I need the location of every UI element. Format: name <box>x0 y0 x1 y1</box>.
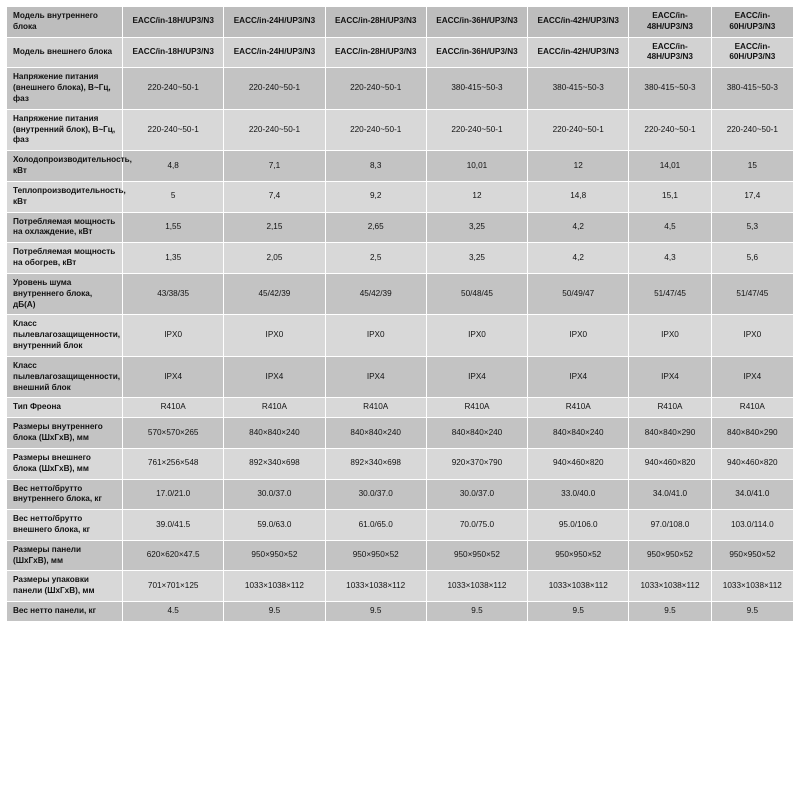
table-cell: 220-240~50-1 <box>224 68 325 109</box>
table-cell: 220-240~50-1 <box>123 109 224 150</box>
table-row <box>7 510 794 541</box>
table-row <box>7 356 794 397</box>
table-cell: 70.0/75.0 <box>426 510 527 541</box>
table-cell: 3,25 <box>426 243 527 274</box>
table-cell: 892×340×698 <box>325 448 426 479</box>
table-header-cell: EACC/in-48H/UP3/N3 <box>629 7 711 38</box>
table-cell: 920×370×790 <box>426 448 527 479</box>
row-label: Тип Фреона <box>7 398 123 418</box>
table-cell: IPX4 <box>123 356 224 397</box>
table-cell: 220-240~50-1 <box>123 68 224 109</box>
table-cell: 95.0/106.0 <box>528 510 629 541</box>
table-cell: 51/47/45 <box>711 273 793 314</box>
table-cell: 34.0/41.0 <box>711 479 793 510</box>
table-cell: IPX4 <box>528 356 629 397</box>
table-cell: 7,4 <box>224 181 325 212</box>
table-header-row <box>7 7 794 38</box>
table-cell: 34.0/41.0 <box>629 479 711 510</box>
table-cell: R410A <box>224 398 325 418</box>
table-cell: IPX4 <box>629 356 711 397</box>
table-cell: 4,8 <box>123 151 224 182</box>
table-row <box>7 448 794 479</box>
table-cell: 220-240~50-1 <box>426 109 527 150</box>
table-header-label: Модель внутреннего блока <box>7 7 123 38</box>
table-cell: 10,01 <box>426 151 527 182</box>
table-cell: 892×340×698 <box>224 448 325 479</box>
table-cell: 940×460×820 <box>528 448 629 479</box>
table-cell: 39.0/41.5 <box>123 510 224 541</box>
table-row <box>7 243 794 274</box>
table-cell: 950×950×52 <box>224 540 325 571</box>
table-cell: 761×256×548 <box>123 448 224 479</box>
table-cell: 950×950×52 <box>711 540 793 571</box>
table-cell: 12 <box>528 151 629 182</box>
table-row <box>7 571 794 602</box>
table-cell: IPX0 <box>711 315 793 356</box>
row-label: Вес нетто/брутто внешнего блока, кг <box>7 510 123 541</box>
table-header-cell: EACC/in-28H/UP3/N3 <box>325 37 426 68</box>
table-cell: 940×460×820 <box>711 448 793 479</box>
table-cell: 1033×1038×112 <box>528 571 629 602</box>
table-cell: 950×950×52 <box>528 540 629 571</box>
table-cell: 9.5 <box>711 602 793 622</box>
table-cell: 220-240~50-1 <box>711 109 793 150</box>
table-cell: R410A <box>426 398 527 418</box>
table-cell: 701×701×125 <box>123 571 224 602</box>
table-header-label: Модель внешнего блока <box>7 37 123 68</box>
table-cell: 220-240~50-1 <box>325 109 426 150</box>
table-cell: 45/42/39 <box>224 273 325 314</box>
table-cell: R410A <box>325 398 426 418</box>
table-cell: 1033×1038×112 <box>629 571 711 602</box>
table-cell: 4,2 <box>528 243 629 274</box>
table-cell: 2,05 <box>224 243 325 274</box>
table-cell: 950×950×52 <box>325 540 426 571</box>
table-cell: 43/38/35 <box>123 273 224 314</box>
table-cell: 380-415~50-3 <box>528 68 629 109</box>
table-cell: 5 <box>123 181 224 212</box>
table-header-cell: EACC/in-36H/UP3/N3 <box>426 7 527 38</box>
table-cell: 620×620×47.5 <box>123 540 224 571</box>
table-cell: 1033×1038×112 <box>224 571 325 602</box>
row-label: Размеры внешнего блока (ШхГхВ), мм <box>7 448 123 479</box>
specification-table <box>6 6 794 622</box>
table-cell: 15 <box>711 151 793 182</box>
table-cell: IPX0 <box>426 315 527 356</box>
table-cell: 50/49/47 <box>528 273 629 314</box>
table-cell: 59.0/63.0 <box>224 510 325 541</box>
table-cell: 1033×1038×112 <box>711 571 793 602</box>
table-cell: 4,2 <box>528 212 629 243</box>
table-cell: IPX0 <box>123 315 224 356</box>
table-cell: 9.5 <box>224 602 325 622</box>
table-cell: 950×950×52 <box>426 540 527 571</box>
table-row <box>7 540 794 571</box>
row-label: Класс пылевлагозащищенности, внешний блок <box>7 356 123 397</box>
table-cell: 3,25 <box>426 212 527 243</box>
table-cell: 940×460×820 <box>629 448 711 479</box>
table-cell: 14,8 <box>528 181 629 212</box>
table-header-cell: EACC/in-60H/UP3/N3 <box>711 37 793 68</box>
table-cell: 7,1 <box>224 151 325 182</box>
table-cell: 2,15 <box>224 212 325 243</box>
table-cell: 5,3 <box>711 212 793 243</box>
table-cell: 840×840×290 <box>711 418 793 449</box>
table-cell: 2,65 <box>325 212 426 243</box>
table-cell: 840×840×240 <box>426 418 527 449</box>
table-cell: 50/48/45 <box>426 273 527 314</box>
table-cell: R410A <box>629 398 711 418</box>
row-label: Размеры панели (ШхГхВ), мм <box>7 540 123 571</box>
table-header-cell: EACC/in-18H/UP3/N3 <box>123 7 224 38</box>
table-cell: 1033×1038×112 <box>426 571 527 602</box>
table-cell: 30.0/37.0 <box>426 479 527 510</box>
table-cell: 380-415~50-3 <box>711 68 793 109</box>
table-cell: IPX0 <box>528 315 629 356</box>
table-header-cell: EACC/in-24H/UP3/N3 <box>224 37 325 68</box>
table-header-cell: EACC/in-42H/UP3/N3 <box>528 37 629 68</box>
row-label: Напряжение питания (внутренний блок), В~Гц, фаз <box>7 109 123 150</box>
table-cell: 840×840×240 <box>325 418 426 449</box>
table-row <box>7 212 794 243</box>
table-cell: R410A <box>711 398 793 418</box>
table-cell: IPX0 <box>629 315 711 356</box>
row-label: Потребляемая мощность на обогрев, кВт <box>7 243 123 274</box>
table-header-cell: EACC/in-48H/UP3/N3 <box>629 37 711 68</box>
table-header-cell: EACC/in-60H/UP3/N3 <box>711 7 793 38</box>
table-cell: 4.5 <box>123 602 224 622</box>
row-label: Уровень шума внутреннего блока, дБ(А) <box>7 273 123 314</box>
table-cell: 14,01 <box>629 151 711 182</box>
table-cell: 45/42/39 <box>325 273 426 314</box>
table-cell: 8,3 <box>325 151 426 182</box>
table-cell: 1033×1038×112 <box>325 571 426 602</box>
table-cell: 950×950×52 <box>629 540 711 571</box>
table-row <box>7 151 794 182</box>
table-cell: 380-415~50-3 <box>426 68 527 109</box>
row-label: Холодопроизводительность, кВт <box>7 151 123 182</box>
table-cell: IPX0 <box>325 315 426 356</box>
table-cell: IPX4 <box>325 356 426 397</box>
table-cell: 2,5 <box>325 243 426 274</box>
table-header-row <box>7 37 794 68</box>
table-row <box>7 109 794 150</box>
table-row <box>7 68 794 109</box>
table-header-cell: EACC/in-24H/UP3/N3 <box>224 7 325 38</box>
table-cell: 9.5 <box>528 602 629 622</box>
table-cell: 1,35 <box>123 243 224 274</box>
table-cell: 840×840×290 <box>629 418 711 449</box>
table-header-cell: EACC/in-42H/UP3/N3 <box>528 7 629 38</box>
table-cell: 30.0/37.0 <box>325 479 426 510</box>
table-cell: 570×570×265 <box>123 418 224 449</box>
table-cell: 17.0/21.0 <box>123 479 224 510</box>
table-cell: 4,3 <box>629 243 711 274</box>
table-row <box>7 273 794 314</box>
table-cell: 12 <box>426 181 527 212</box>
row-label: Напряжение питания (внешнего блока), В~Гц, фаз <box>7 68 123 109</box>
table-cell: IPX4 <box>224 356 325 397</box>
table-cell: 9.5 <box>629 602 711 622</box>
table-cell: 33.0/40.0 <box>528 479 629 510</box>
table-cell: 51/47/45 <box>629 273 711 314</box>
table-cell: 380-415~50-3 <box>629 68 711 109</box>
table-row <box>7 315 794 356</box>
table-row <box>7 479 794 510</box>
table-cell: 103.0/114.0 <box>711 510 793 541</box>
table-cell: IPX0 <box>224 315 325 356</box>
table-row <box>7 418 794 449</box>
table-header-cell: EACC/in-36H/UP3/N3 <box>426 37 527 68</box>
table-header-cell: EACC/in-28H/UP3/N3 <box>325 7 426 38</box>
table-cell: 1,55 <box>123 212 224 243</box>
table-cell: IPX4 <box>426 356 527 397</box>
table-cell: 9.5 <box>325 602 426 622</box>
table-cell: 220-240~50-1 <box>528 109 629 150</box>
table-row <box>7 602 794 622</box>
table-cell: 9.5 <box>426 602 527 622</box>
table-cell: 4,5 <box>629 212 711 243</box>
row-label: Вес нетто/брутто внутреннего блока, кг <box>7 479 123 510</box>
row-label: Класс пылевлагозащищенности, внутренний блок <box>7 315 123 356</box>
table-header-cell: EACC/in-18H/UP3/N3 <box>123 37 224 68</box>
table-cell: 840×840×240 <box>528 418 629 449</box>
table-cell: 220-240~50-1 <box>224 109 325 150</box>
row-label: Размеры внутреннего блока (ШхГхВ), мм <box>7 418 123 449</box>
table-cell: 840×840×240 <box>224 418 325 449</box>
table-cell: 30.0/37.0 <box>224 479 325 510</box>
table-cell: R410A <box>123 398 224 418</box>
table-cell: 17,4 <box>711 181 793 212</box>
table-cell: 5,6 <box>711 243 793 274</box>
table-cell: 97.0/108.0 <box>629 510 711 541</box>
row-label: Вес нетто панели, кг <box>7 602 123 622</box>
table-row <box>7 398 794 418</box>
row-label: Размеры упаковки панели (ШхГхВ), мм <box>7 571 123 602</box>
table-cell: 15,1 <box>629 181 711 212</box>
table-row <box>7 181 794 212</box>
table-cell: 9,2 <box>325 181 426 212</box>
table-cell: 220-240~50-1 <box>325 68 426 109</box>
table-cell: 61.0/65.0 <box>325 510 426 541</box>
table-cell: R410A <box>528 398 629 418</box>
table-cell: 220-240~50-1 <box>629 109 711 150</box>
row-label: Потребляемая мощность на охлаждение, кВт <box>7 212 123 243</box>
row-label: Теплопроизводительность, кВт <box>7 181 123 212</box>
table-cell: IPX4 <box>711 356 793 397</box>
